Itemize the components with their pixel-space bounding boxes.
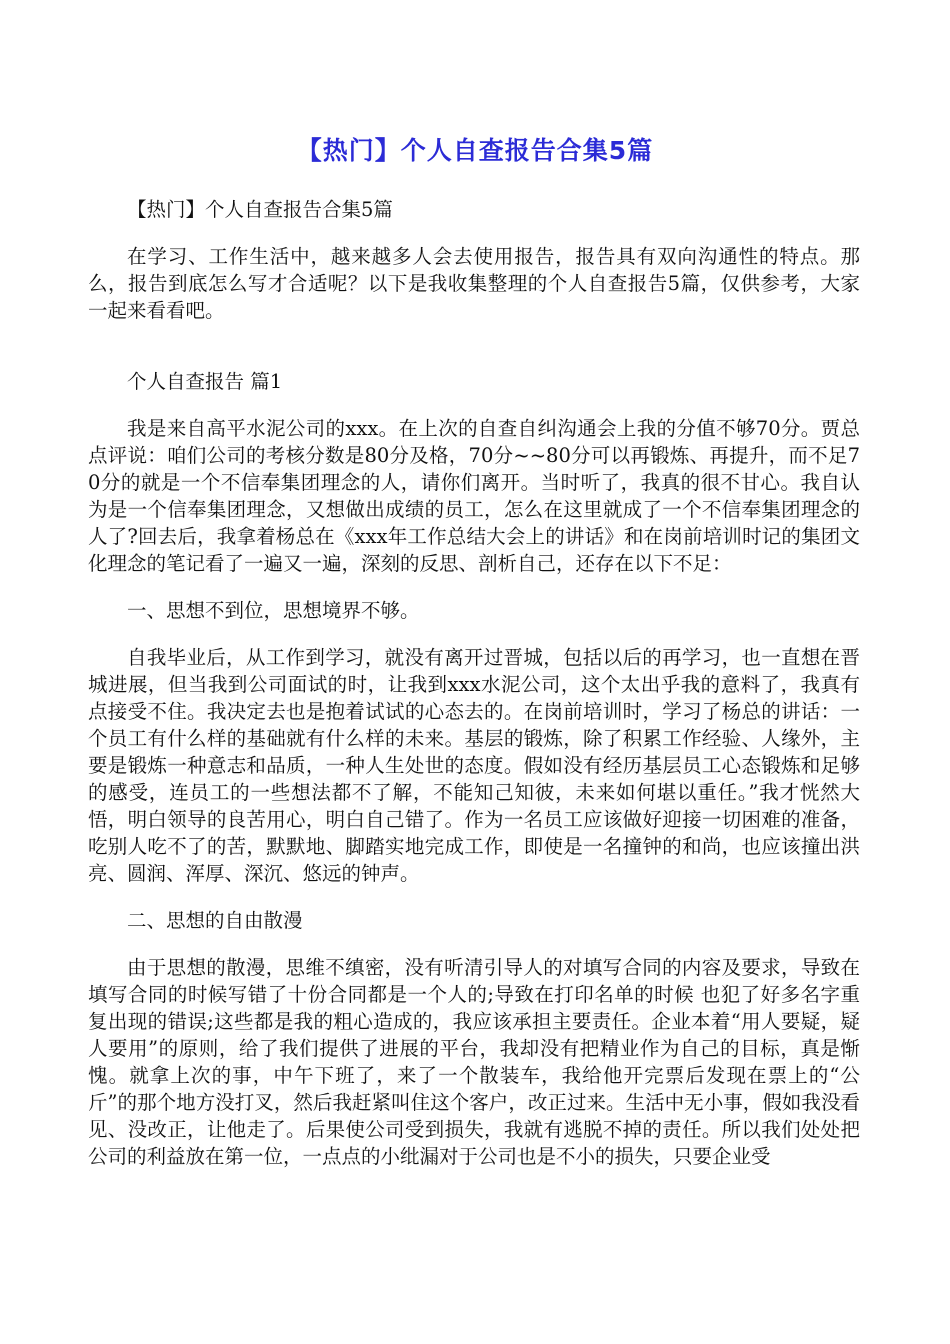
section-heading: 个人自查报告 篇1 [127,370,283,393]
document-title: 【热门】个人自查报告合集5篇 [296,136,654,165]
body-paragraph: 我是来自高平水泥公司的xxx。在上次的自查自纠沟通会上我的分值不够70分。贾总点评说：咱们公司的考核分数是80分及格，70分~~80分可以再锻炼、再提升，而不足70分的就是一个不信奉集团理念的人，请你们离开。当时听了，我真的很不甘心。我自认为是一个信奉集团理念，又想做出成绩的员工，怎么在这里就成了一个不信奉集团理念的人了?回去后，我拿着杨总在《xxx年工作总结大会上的讲话》和在岗前培训时记的集团文化理念的笔记看了一遍又一遍，深刻的反思、剖析自己，还存在以下不足： [88,417,860,575]
point-heading: 一、思想不到位，思想境界不够。 [127,599,420,622]
body-paragraph: 自我毕业后，从工作到学习，就没有离开过晋城，包括以后的再学习，也一直想在晋城进展，但当我到公司面试的时，让我到xxx水泥公司，这个太出乎我的意料了，我真有点接受不住。我决定去也是抱着试试的心态去的。在岗前培训时，学习了杨总的讲话：一个员工有什么样的基础就有什么样的未来。基层的锻炼，除了积累工作经验、人缘外，主要是锻炼一种意志和品质，一种人生处世的态度。假如没有经历基层员工心态锻炼和足够的感受，连员工的一些想法都不了解，不能知己知彼，未来如何堪以重任。”我才恍然大悟，明白领导的良苦用心，明白自己错了。作为一名员工应该做好迎接一切困难的准备，吃别人吃不了的苦，默默地、脚踏实地完成工作，即使是一名撞钟的和尚，也应该撞出洪亮、圆润、浑厚、深沉、悠远的钟声。 [88,646,860,885]
document-body [88,196,860,1190]
intro-paragraph: 在学习、工作生活中，越来越多人会去使用报告，报告具有双向沟通性的特点。那么，报告到底怎么写才合适呢？以下是我收集整理的个人自查报告5篇，仅供参考，大家一起来看看吧。 [88,245,860,322]
body-paragraph: 由于思想的散漫，思维不缜密，没有听清引导人的对填写合同的内容及要求，导致在填写合同的时候写错了十份合同都是一个人的;导致在打印名单的时候 也犯了好多名字重复出现的错误;这些都是我的粗心造成的，我应该承担主要责任。企业本着“用人要疑，疑人要用”的原则，给了我们提供了进展的平台，我却没有把精业作为自己的目标，真是惭愧。就拿上次的事，中午下班了，来了一个散装车，我给他开完票后发现在票上的“公斤”的那个地方没打叉，然后我赶紧叫住这个客户，改正过来。生活中无小事，假如我没看见、没改正，让他走了。后果使公司受到损失，我就有逃脱不掉的责任。所以我们处处把公司的利益放在第一位，一点点的小纰漏对于公司也是不小的损失，只要企业受 [88,956,860,1168]
document-subtitle: 【热门】个人自查报告合集5篇 [127,198,393,221]
point-heading: 二、思想的自由散漫 [127,909,303,932]
